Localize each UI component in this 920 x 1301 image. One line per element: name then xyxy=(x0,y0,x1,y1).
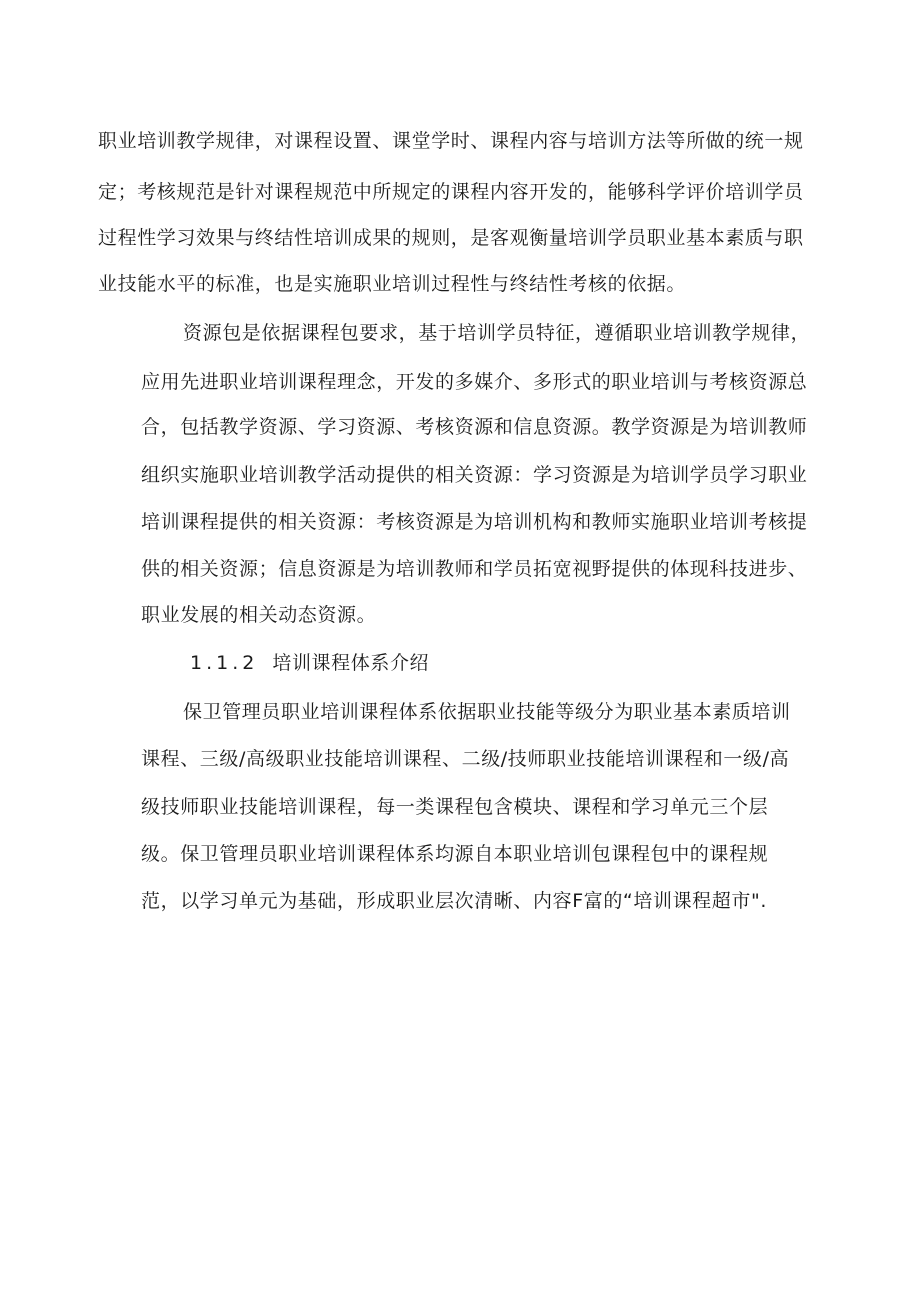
para3-line-2: 课程、三级/高级职业技能培训课程、二级/技师职业技能培训课程和一级/高 xyxy=(141,748,790,770)
para2-line-4: 组织实施职业培训教学活动提供的相关资源：学习资源是为培训学员学习职业 xyxy=(141,464,808,486)
para1-line-2: 定；考核规范是针对课程规范中所规定的课程内容开发的，能够科学评价培训学员 xyxy=(98,181,804,203)
para3-line-3: 级技师职业技能培训课程，每一类课程包含模块、课程和学习单元三个层 xyxy=(141,796,769,818)
para2-line-3: 合，包括教学资源、学习资源、考核资源和信息资源。教学资源是为培训教师 xyxy=(141,416,808,438)
para1-line-4: 业技能水平的标准，也是实施职业培训过程性与终结性考核的依据。 xyxy=(98,273,687,295)
para2-line-7: 职业发展的相关动态资源。 xyxy=(141,604,377,626)
para3-line-1: 保卫管理员职业培训课程体系依据职业技能等级分为职业基本素质培训 xyxy=(183,701,791,723)
para3-line-4: 级。保卫管理员职业培训课程体系均源自本职业培训包课程包中的课程规 xyxy=(141,843,769,865)
para2-line-5: 培训课程提供的相关资源：考核资源是为培训机构和教师实施职业培训考核提 xyxy=(141,511,808,533)
section-title: 培训课程体系介绍 xyxy=(272,652,430,674)
para2-line-2: 应用先进职业培训课程理念，开发的多媒介、多形式的职业培训与考核资源总 xyxy=(141,371,808,393)
section-number: 1.1.2 xyxy=(190,652,259,674)
para2-line-1: 资源包是依据课程包要求，基于培训学员特征，遵循职业培训教学规律， xyxy=(183,322,811,344)
section-heading xyxy=(190,651,429,675)
para1-line-1: 职业培训教学规律，对课程设置、课堂学时、课程内容与培训方法等所做的统一规 xyxy=(98,130,804,152)
para3-line-5: 范，以学习单元为基础，形成职业层次清晰、内容F富的“培训课程超市". xyxy=(141,890,767,912)
para1-line-3: 过程性学习效果与终结性培训成果的规则，是客观衡量培训学员职业基本素质与职 xyxy=(98,227,804,249)
para2-line-6: 供的相关资源；信息资源是为培训教师和学员拓宽视野提供的体现科技进步、 xyxy=(141,558,808,580)
